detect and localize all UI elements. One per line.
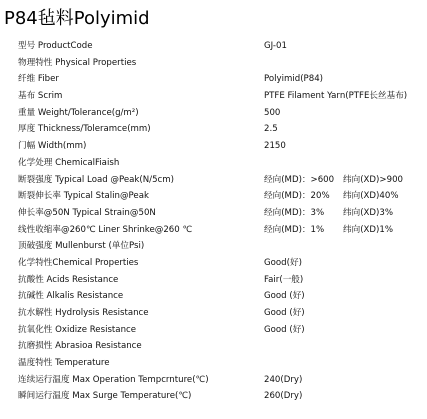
page-title: P84毡料Polyimid <box>4 8 150 29</box>
spec-table <box>18 38 423 405</box>
table-row <box>18 205 423 222</box>
property-label: 抗碱性 Alkalis Resistance <box>18 291 124 302</box>
property-label: 抗水解性 Hydrolysis Resistance <box>18 308 149 318</box>
table-row <box>18 155 423 172</box>
property-value-secondary: 纬向(XD)40% <box>343 191 399 202</box>
property-value: 2150 <box>264 141 286 152</box>
property-value: PTFE Filament Yarn(PTFE长丝基布) <box>264 91 408 102</box>
property-label: 抗酸性 Acids Resistance <box>18 274 119 285</box>
property-value: Good (好) <box>264 291 305 302</box>
property-label: 重量 Weight/Tolerance(g/m²) <box>18 107 139 118</box>
table-row <box>18 272 423 289</box>
property-value: Good (好) <box>264 308 305 318</box>
table-row <box>18 338 423 355</box>
table-row <box>18 121 423 138</box>
property-label: 抗磨损性 Abrasioa Resistance <box>18 341 142 352</box>
property-value: 经向(MD)：20% <box>264 191 330 202</box>
table-row <box>18 222 423 239</box>
table-row <box>18 38 423 55</box>
property-label: 化学处理 ChemicalFiaish <box>18 157 120 168</box>
property-value: GJ-01 <box>264 41 287 51</box>
property-label: 型号 ProductCode <box>18 41 93 51</box>
property-value: Polyimid(P84) <box>264 74 324 85</box>
property-label: 化学特性Chemical Properties <box>18 257 139 268</box>
table-row <box>18 388 423 405</box>
property-label: 顶破强度 Mullenburst (单位Psi) <box>18 241 145 252</box>
property-value: Good (好) <box>264 324 305 335</box>
property-value: Fair(一般) <box>264 274 304 285</box>
property-label: 断裂伸长率 Typical Stalin@Peak <box>18 191 149 202</box>
property-label: 连续运行温度 Max Operation Tempcrnture(℃) <box>18 374 209 385</box>
property-value: Good(好) <box>264 257 302 268</box>
property-label: 伸长率@50N Typical Strain@50N <box>18 207 156 218</box>
table-row <box>18 138 423 155</box>
property-value: 经向(MD)：3% <box>264 207 325 218</box>
property-value: 260(Dry) <box>264 391 303 402</box>
table-row <box>18 238 423 255</box>
property-value: 2.5 <box>264 124 278 135</box>
property-label: 基布 Scrim <box>18 91 63 102</box>
property-label: 抗氧化性 Oxidize Resistance <box>18 324 137 335</box>
property-value-secondary: 纬向(XD)>900 <box>343 174 404 185</box>
table-row <box>18 255 423 272</box>
property-value: 240(Dry) <box>264 374 303 385</box>
property-label: 断裂强度 Typical Load @Peak(N/5cm) <box>18 174 174 185</box>
table-row <box>18 105 423 122</box>
property-label: 瞬间运行温度 Max Surge Temperature(℃) <box>18 391 192 402</box>
property-value: 经向(MD)：1% <box>264 224 325 235</box>
table-row <box>18 355 423 372</box>
table-row <box>18 288 423 305</box>
property-label: 线性收缩率@260℃ Liner Shrinke@260 ℃ <box>18 224 193 235</box>
table-row <box>18 305 423 322</box>
table-row <box>18 71 423 88</box>
property-label: 厚度 Thickness/Toleramce(mm) <box>18 124 151 135</box>
property-value: 经向(MD)：>600 <box>264 174 335 185</box>
property-label: 温度特性 Temperature <box>18 358 110 369</box>
table-row <box>18 88 423 105</box>
table-row <box>18 372 423 389</box>
property-value-secondary: 纬向(XD)3% <box>343 207 394 218</box>
property-label: 纤维 Fiber <box>18 74 59 85</box>
property-value-secondary: 纬向(XD)1% <box>343 224 394 235</box>
table-row <box>18 322 423 339</box>
property-label: 门幅 Width(mm) <box>18 141 87 152</box>
table-row <box>18 188 423 205</box>
table-row <box>18 55 423 72</box>
property-value: 500 <box>264 107 281 118</box>
property-label: 物理特性 Physical Properties <box>18 57 137 68</box>
table-row <box>18 172 423 189</box>
